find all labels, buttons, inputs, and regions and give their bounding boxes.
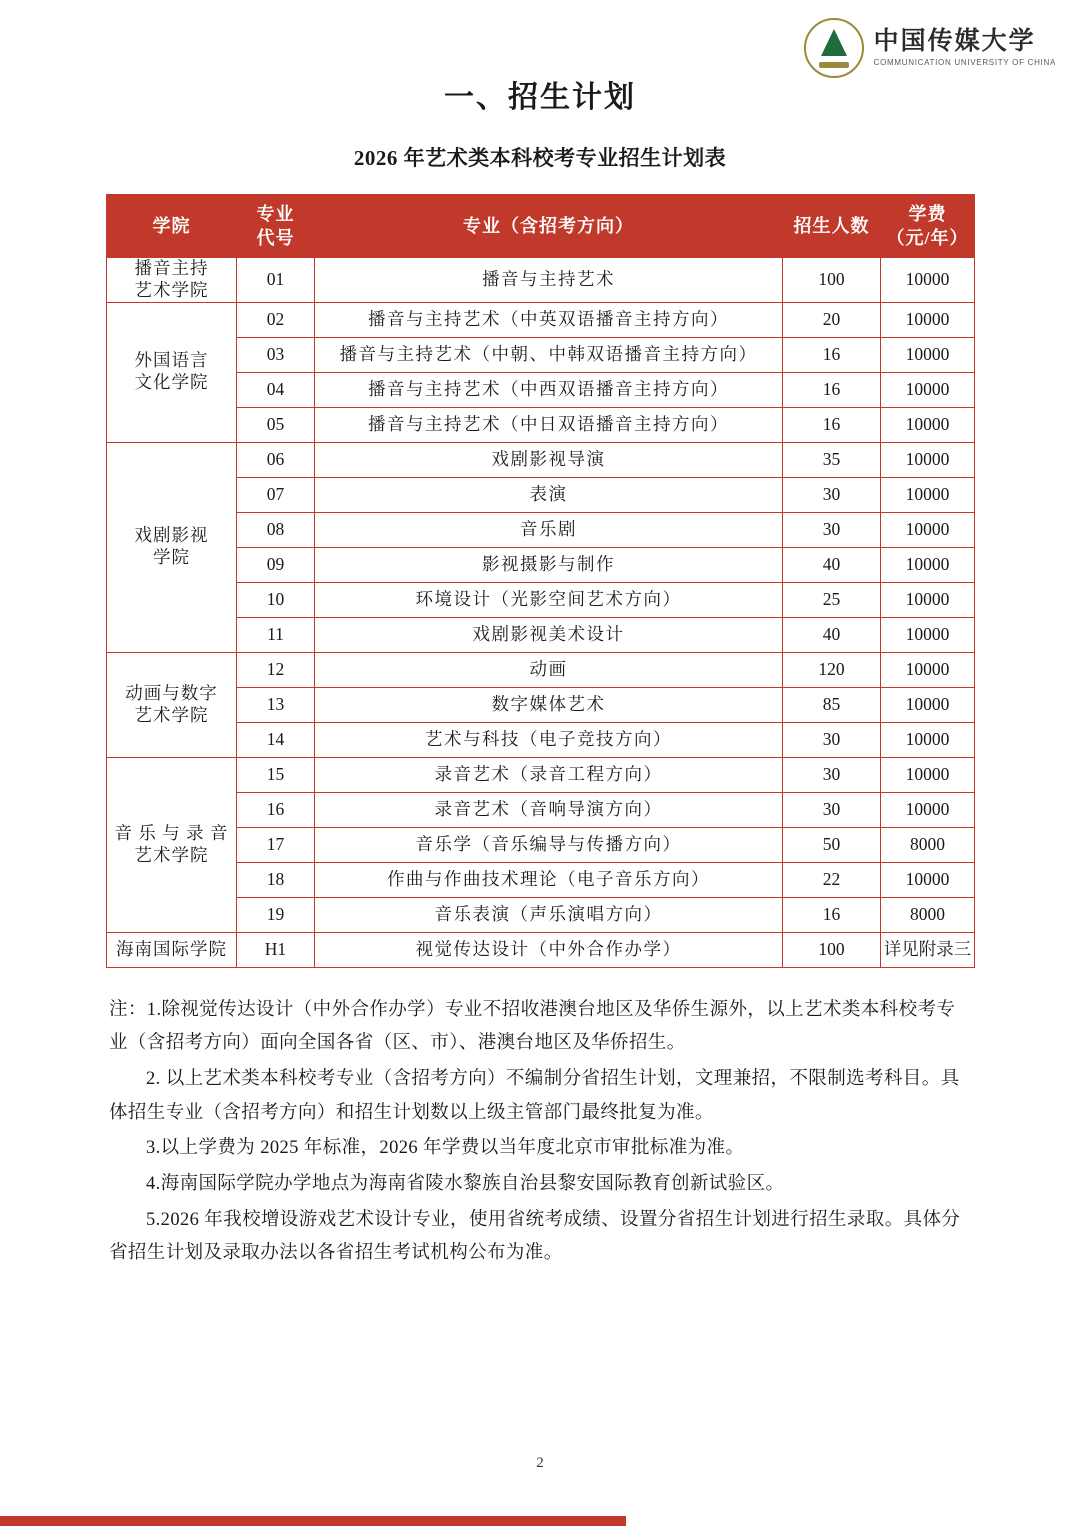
cell-major-name: 表演 (315, 477, 783, 512)
table-row (107, 652, 975, 687)
cell-enrollment-count: 16 (783, 407, 881, 442)
admission-plan-table (106, 194, 975, 968)
col-header-fee-line2: （元/年） (886, 228, 969, 248)
table-row (107, 512, 975, 547)
college-name-line: 海南国际学院 (116, 938, 227, 959)
cell-major-name: 数字媒体艺术 (315, 687, 783, 722)
col-header-code (237, 195, 315, 258)
college-name-line: 外国语言 (134, 350, 209, 371)
cell-tuition-fee: 10000 (881, 687, 975, 722)
cell-major-code: 08 (237, 512, 315, 547)
college-name-line: 戏剧影视 (134, 525, 209, 546)
cell-major-code: 05 (237, 407, 315, 442)
cell-enrollment-count: 22 (783, 862, 881, 897)
cell-major-name: 艺术与科技（电子竞技方向） (315, 722, 783, 757)
cell-enrollment-count: 85 (783, 687, 881, 722)
college-name-line: 学院 (153, 547, 190, 568)
table-row (107, 722, 975, 757)
table-row (107, 302, 975, 337)
cell-enrollment-count: 25 (783, 582, 881, 617)
cell-enrollment-count: 16 (783, 372, 881, 407)
cell-major-name: 动画 (315, 652, 783, 687)
table-row (107, 407, 975, 442)
cell-major-code: 04 (237, 372, 315, 407)
note-paragraph: 4.海南国际学院办学地点为海南省陵水黎族自治县黎安国际教育创新试验区。 (146, 1174, 785, 1195)
cell-college (107, 757, 237, 932)
cell-major-code: 15 (237, 757, 315, 792)
page-number: 2 (536, 1455, 544, 1471)
cell-major-name: 作曲与作曲技术理论（电子音乐方向） (315, 862, 783, 897)
cell-major-name: 播音与主持艺术（中西双语播音主持方向） (315, 372, 783, 407)
bottom-decorative-bar (0, 1516, 1080, 1526)
cell-tuition-fee: 10000 (881, 258, 975, 303)
college-name-line: 艺术学院 (134, 279, 209, 300)
cell-enrollment-count: 50 (783, 827, 881, 862)
cell-major-name: 环境设计（光影空间艺术方向） (315, 582, 783, 617)
table-header-row (107, 195, 975, 258)
cell-enrollment-count: 16 (783, 337, 881, 372)
cell-enrollment-count: 16 (783, 897, 881, 932)
cell-enrollment-count: 120 (783, 652, 881, 687)
col-header-fee (881, 195, 975, 258)
cell-enrollment-count: 30 (783, 477, 881, 512)
col-header-major: 专业（含招考方向） (315, 195, 783, 258)
table-row (107, 687, 975, 722)
cell-major-name: 播音与主持艺术（中朝、中韩双语播音主持方向） (315, 337, 783, 372)
college-name-line: 艺术学院 (134, 844, 209, 865)
table-row (107, 337, 975, 372)
note-paragraph: 注：1.除视觉传达设计（中外合作办学）专业不招收港澳台地区及华侨生源外，以上艺术类本科校考专业（含招考方向）面向全国各省（区、市）、港澳台地区及华侨招生。 (109, 999, 956, 1054)
cell-major-code: 17 (237, 827, 315, 862)
cell-major-code: 06 (237, 442, 315, 477)
college-name-line: 艺术学院 (134, 704, 209, 725)
cell-major-name: 录音艺术（音响导演方向） (315, 792, 783, 827)
cell-major-code: 13 (237, 687, 315, 722)
note-paragraph: 5.2026 年我校增设游戏艺术设计专业，使用省统考成绩、设置分省招生计划进行招生录取。具体分省招生计划及录取办法以各省招生考试机构公布为准。 (109, 1209, 961, 1264)
table-title: 2026 年艺术类本科校考专业招生计划表 (353, 146, 727, 170)
cell-enrollment-count: 100 (783, 258, 881, 303)
cell-enrollment-count: 30 (783, 792, 881, 827)
cell-tuition-fee: 10000 (881, 547, 975, 582)
notes-block (109, 994, 971, 1271)
cell-tuition-fee: 10000 (881, 757, 975, 792)
college-name-line: 播音主持 (134, 258, 209, 278)
cell-major-name: 音乐学（音乐编导与传播方向） (315, 827, 783, 862)
cell-tuition-fee: 10000 (881, 407, 975, 442)
cell-major-code: 02 (237, 302, 315, 337)
table-row (107, 827, 975, 862)
cell-tuition-fee: 10000 (881, 442, 975, 477)
cell-enrollment-count: 40 (783, 617, 881, 652)
cell-major-code: 14 (237, 722, 315, 757)
col-header-fee-line1: 学费 (908, 203, 947, 224)
table-row (107, 258, 975, 303)
cell-major-code: 11 (237, 617, 315, 652)
cell-college (107, 258, 237, 303)
cell-major-code: 18 (237, 862, 315, 897)
col-header-code-line2: 代号 (256, 228, 295, 248)
cell-college (107, 652, 237, 757)
cell-college (107, 932, 237, 967)
cell-tuition-fee: 8000 (881, 897, 975, 932)
cell-major-code: 10 (237, 582, 315, 617)
cell-tuition-fee: 10000 (881, 792, 975, 827)
university-name-en: COMMUNICATION UNIVERSITY OF CHINA (873, 57, 1056, 67)
cell-tuition-fee: 10000 (881, 302, 975, 337)
note-paragraph: 2. 以上艺术类本科校考专业（含招考方向）不编制分省招生计划，文理兼招，不限制选考科目。具体招生专业（含招考方向）和招生计划数以上级主管部门最终批复为准。 (109, 1069, 960, 1123)
university-logo (804, 18, 1056, 78)
cell-tuition-fee: 8000 (881, 827, 975, 862)
cell-enrollment-count: 20 (783, 302, 881, 337)
cell-major-name: 戏剧影视美术设计 (315, 617, 783, 652)
cell-major-code: 16 (237, 792, 315, 827)
cell-major-name: 录音艺术（录音工程方向） (315, 757, 783, 792)
cell-major-code: 09 (237, 547, 315, 582)
table-row (107, 442, 975, 477)
cell-major-name: 戏剧影视导演 (315, 442, 783, 477)
university-emblem-icon (804, 18, 864, 78)
col-header-college: 学院 (107, 195, 237, 258)
cell-enrollment-count: 30 (783, 757, 881, 792)
table-row (107, 757, 975, 792)
cell-tuition-fee: 10000 (881, 337, 975, 372)
cell-tuition-fee: 10000 (881, 582, 975, 617)
plan-table-wrapper (106, 194, 974, 968)
table-row (107, 792, 975, 827)
cell-tuition-fee: 10000 (881, 477, 975, 512)
section-heading: 一、招生计划 (444, 81, 636, 114)
college-name-line: 文化学院 (134, 372, 209, 393)
cell-tuition-fee: 10000 (881, 372, 975, 407)
cell-major-code: 12 (237, 652, 315, 687)
cell-tuition-fee: 10000 (881, 862, 975, 897)
table-body (107, 258, 975, 968)
table-header (107, 195, 975, 258)
cell-major-name: 播音与主持艺术 (315, 258, 783, 303)
cell-major-code: 07 (237, 477, 315, 512)
cell-major-name: 影视摄影与制作 (315, 547, 783, 582)
cell-college (107, 302, 237, 442)
table-row (107, 932, 975, 967)
university-logo-text (874, 28, 1056, 67)
cell-major-name: 音乐表演（声乐演唱方向） (315, 897, 783, 932)
college-name-line: 动画与数字 (125, 682, 218, 703)
cell-major-name: 视觉传达设计（中外合作办学） (315, 932, 783, 967)
cell-enrollment-count: 100 (783, 932, 881, 967)
table-row (107, 372, 975, 407)
cell-tuition-fee: 详见附录三 (881, 932, 975, 967)
cell-tuition-fee: 10000 (881, 512, 975, 547)
cell-major-code: 03 (237, 337, 315, 372)
cell-enrollment-count: 30 (783, 722, 881, 757)
cell-major-code: 19 (237, 897, 315, 932)
table-row (107, 617, 975, 652)
cell-college (107, 442, 237, 652)
table-row (107, 897, 975, 932)
cell-enrollment-count: 40 (783, 547, 881, 582)
note-paragraph: 3.以上学费为 2025 年标准，2026 年学费以当年度北京市审批标准为准。 (146, 1138, 745, 1159)
table-row (107, 547, 975, 582)
cell-major-name: 音乐剧 (315, 512, 783, 547)
col-header-code-line1: 专业 (256, 203, 295, 224)
cell-major-code: H1 (237, 932, 315, 967)
university-name-cn: 中国传媒大学 (873, 28, 1036, 56)
cell-tuition-fee: 10000 (881, 617, 975, 652)
cell-major-code: 01 (237, 258, 315, 303)
cell-tuition-fee: 10000 (881, 722, 975, 757)
table-row (107, 582, 975, 617)
cell-major-name: 播音与主持艺术（中英双语播音主持方向） (315, 302, 783, 337)
cell-tuition-fee: 10000 (881, 652, 975, 687)
cell-major-name: 播音与主持艺术（中日双语播音主持方向） (315, 407, 783, 442)
college-name-line: 音 乐 与 录 音 (114, 822, 229, 843)
table-row (107, 477, 975, 512)
cell-enrollment-count: 35 (783, 442, 881, 477)
cell-enrollment-count: 30 (783, 512, 881, 547)
col-header-count: 招生人数 (783, 195, 881, 258)
table-row (107, 862, 975, 897)
